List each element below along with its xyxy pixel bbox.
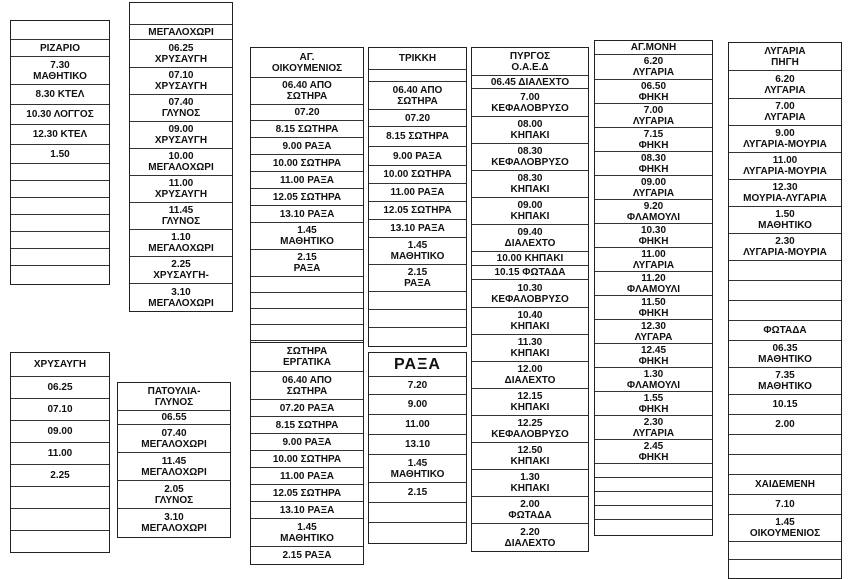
schedule-entry: 12.00 ΔΙΑΛΕΧΤΟ [472, 362, 588, 389]
schedule-entry: 10.40 ΚΗΠΑΚΙ [472, 308, 588, 335]
empty-cell [369, 503, 466, 523]
empty-cell [11, 21, 109, 40]
schedule-column-lygaria [728, 42, 842, 579]
empty-cell [251, 309, 363, 325]
schedule-entry: 08.00 ΚΗΠΑΚΙ [472, 117, 588, 144]
schedule-entry: 9.00 ΛΥΓΑΡΙΑ-ΜΟΥΡΙΑ [729, 126, 841, 153]
schedule-entry: 10.00 ΣΩΤΗΡΑ [251, 155, 363, 172]
schedule-column-raxa [368, 352, 467, 544]
empty-cell [11, 215, 109, 232]
schedule-entry: 06.35 ΜΑΘΗΤΙΚΟ [729, 341, 841, 368]
empty-cell [251, 277, 363, 293]
schedule-entry: 07.40 ΜΕΓΑΛΟΧΩΡΙ [118, 425, 230, 453]
column-header: ΑΓ. ΟΙΚΟΥΜΕΝΙΟΣ [251, 48, 363, 78]
empty-cell [11, 249, 109, 266]
schedule-entry: 9.00 ΡΑΞΑ [251, 434, 363, 451]
schedule-entry: 11.45 ΜΕΓΑΛΟΧΩΡΙ [118, 453, 230, 481]
empty-cell [369, 292, 466, 310]
empty-cell [369, 310, 466, 328]
schedule-entry: 1.45 ΜΑΘΗΤΙΚΟ [251, 223, 363, 250]
schedule-entry: 8.15 ΣΩΤΗΡΑ [369, 127, 466, 147]
column-header: ΤΡΙΚΚΗ [369, 48, 466, 70]
schedule-column-patoulia [117, 382, 231, 538]
schedule-entry: 08.30 ΚΕΦΑΛΟΒΡΥΣΟ [472, 144, 588, 171]
empty-cell [130, 3, 232, 25]
schedule-entry: 11.50 ΦΗΚΗ [595, 296, 712, 320]
schedule-entry: 1.45 ΜΑΘΗΤΙΚΟ [369, 238, 466, 265]
schedule-entry: 12.30 ΜΟΥΡΙΑ-ΛΥΓΑΡΙΑ [729, 180, 841, 207]
empty-cell [729, 455, 841, 475]
empty-cell [369, 523, 466, 543]
schedule-entry: ΡΙΖΑΡΙΟ [11, 40, 109, 57]
empty-cell [11, 198, 109, 215]
schedule-entry: 3.10 ΜΕΓΑΛΟΧΩΡΙ [148, 286, 214, 309]
schedule-entry: 09.00 ΧΡΥΣΑΥΓΗ [130, 122, 232, 149]
schedule-entry: 12.05 ΣΩΤΗΡΑ [251, 485, 363, 502]
schedule-entry: 7.30 ΜΑΘΗΤΙΚΟ [11, 57, 109, 85]
schedule-entry: 06.55 [118, 411, 230, 425]
schedule-entry: 1.45 ΜΑΘΗΤΙΚΟ [251, 519, 363, 547]
empty-cell [729, 261, 841, 281]
schedule-entry: 12.30 ΛΥΓΑΡΑ [595, 320, 712, 344]
schedule-entry: 2.25 [11, 465, 109, 487]
schedule-entry: 10.15 ΦΩΤΑΔΑ [472, 266, 588, 280]
empty-cell [595, 478, 712, 492]
schedule-entry: 3.10 ΜΕΓΑΛΟΧΩΡΙ [141, 512, 207, 534]
schedule-entry: 13.10 ΡΑΞΑ [251, 502, 363, 519]
schedule-entry: 07.20 [369, 110, 466, 127]
schedule-entry: 13.10 [369, 435, 466, 455]
column-header: ΠΥΡΓΟΣ Ο.Α.Ε.Δ [472, 48, 588, 76]
empty-cell [11, 181, 109, 198]
schedule-entry: 2.15 [369, 483, 466, 503]
schedule-entry: 08.30 ΚΗΠΑΚΙ [472, 171, 588, 198]
empty-cell [369, 328, 466, 346]
schedule-column-sotira-ergatika [250, 342, 364, 565]
schedule-entry: 12.05 ΣΩΤΗΡΑ [369, 202, 466, 220]
schedule-entry: 07.20 ΡΑΞΑ [251, 400, 363, 417]
empty-cell [251, 293, 363, 309]
schedule-entry: 07.10 [11, 399, 109, 421]
schedule-entry: 2.15 ΡΑΞΑ [369, 265, 466, 292]
schedule-entry: 09.00 ΚΗΠΑΚΙ [472, 198, 588, 225]
column-header: ΡΑΞΑ [369, 353, 466, 377]
schedule-entry: 09.40 ΔΙΑΛΕΧΤΟ [472, 225, 588, 252]
schedule-entry: 11.00 ΡΑΞΑ [251, 172, 363, 189]
schedule-entry: ΧΑΙΔΕΜΕΝΗ [729, 475, 841, 495]
empty-cell [595, 492, 712, 506]
schedule-entry: 2.45 ΦΗΚΗ [595, 440, 712, 464]
schedule-entry: 06.45 ΔΙΑΛΕΧΤΟ [472, 76, 588, 89]
schedule-entry: 11.30 ΚΗΠΑΚΙ [472, 335, 588, 362]
schedule-entry: 10.00 ΣΩΤΗΡΑ [369, 166, 466, 184]
schedule-entry: 1.50 ΜΑΘΗΤΙΚΟ [729, 207, 841, 234]
schedule-column-megalochori [129, 2, 233, 312]
empty-cell [729, 435, 841, 455]
schedule-entry: 10.00 ΜΕΓΑΛΟΧΩΡΙ [130, 149, 232, 176]
schedule-entry: 1.30 ΚΗΠΑΚΙ [472, 470, 588, 497]
schedule-entry: 07.10 ΧΡΥΣΑΥΓΗ [130, 68, 232, 95]
schedule-entry: 10.00 ΣΩΤΗΡΑ [251, 451, 363, 468]
schedule-entry: 11.00 ΛΥΓΑΡΙΑ-ΜΟΥΡΙΑ [729, 153, 841, 180]
schedule-entry: 11.00 ΡΑΞΑ [369, 184, 466, 202]
schedule-entry: 7.00 ΛΥΓΑΡΙΑ [595, 104, 712, 128]
empty-cell [11, 232, 109, 249]
schedule-entry: 2.30 ΛΥΓΑΡΙΑ [595, 416, 712, 440]
schedule-entry: 11.45 ΓΛΥΝΟΣ [130, 203, 232, 230]
schedule-entry: 13.10 ΡΑΞΑ [369, 220, 466, 238]
schedule-entry: 12.25 ΚΕΦΑΛΟΒΡΥΣΟ [472, 416, 588, 443]
schedule-entry: 2.15 ΡΑΞΑ [282, 550, 332, 561]
schedule-entry: 09.00 ΛΥΓΑΡΙΑ [595, 176, 712, 200]
empty-cell [729, 281, 841, 301]
schedule-entry: 08.30 ΦΗΚΗ [595, 152, 712, 176]
schedule-entry: 11.00 [369, 415, 466, 435]
schedule-entry: 11.00 ΧΡΥΣΑΥΓΗ [130, 176, 232, 203]
schedule-entry: 10.30 ΦΗΚΗ [595, 224, 712, 248]
empty-cell [251, 325, 363, 341]
schedule-entry: 11.00 ΛΥΓΑΡΙΑ [595, 248, 712, 272]
schedule-entry: 6.20 ΛΥΓΑΡΙΑ [729, 71, 841, 99]
empty-cell [11, 509, 109, 531]
empty-cell [11, 266, 109, 284]
schedule-entry: ΜΕΓΑΛΟΧΩΡΙ [130, 25, 232, 40]
empty-cell [729, 542, 841, 560]
schedule-entry: 06.50 ΦΗΚΗ [595, 80, 712, 104]
schedule-entry: 12.45 ΦΗΚΗ [595, 344, 712, 368]
schedule-entry: 7.00 ΛΥΓΑΡΙΑ [729, 99, 841, 126]
schedule-entry: 13.10 ΡΑΞΑ [251, 206, 363, 223]
empty-cell [729, 301, 841, 321]
schedule-column-pyrgos [471, 47, 589, 552]
schedule-entry: 1.55 ΦΗΚΗ [595, 392, 712, 416]
schedule-entry: 2.25 ΧΡΥΣΑΥΓΗ- [130, 257, 232, 284]
schedule-entry: 7.00 ΚΕΦΑΛΟΒΡΥΣΟ [472, 89, 588, 117]
schedule-entry: 2.30 ΛΥΓΑΡΙΑ-ΜΟΥΡΙΑ [729, 234, 841, 261]
schedule-entry: 10.00 ΚΗΠΑΚΙ [472, 252, 588, 266]
schedule-entry: 12.15 ΚΗΠΑΚΙ [472, 389, 588, 416]
schedule-entry: 11.20 ΦΛΑΜΟΥΛΙ [595, 272, 712, 296]
schedule-entry: 11.00 [11, 443, 109, 465]
empty-cell [595, 506, 712, 520]
empty-cell [729, 560, 841, 578]
column-header: ΑΓ.ΜΟΝΗ [595, 41, 712, 55]
schedule-entry: 06.40 ΑΠΟ ΣΩΤΗΡΑ [369, 82, 466, 110]
schedule-entry: 12.05 ΣΩΤΗΡΑ [251, 189, 363, 206]
schedule-entry: 6.20 ΛΥΓΑΡΙΑ [595, 55, 712, 80]
empty-cell [11, 531, 109, 552]
schedule-entry: 06.40 ΑΠΟ ΣΩΤΗΡΑ [251, 372, 363, 400]
empty-cell [369, 70, 466, 82]
schedule-entry: ΦΩΤΑΔΑ [729, 321, 841, 341]
empty-cell [11, 164, 109, 181]
schedule-entry: 1.45 ΜΑΘΗΤΙΚΟ [369, 455, 466, 483]
schedule-entry: 8.15 ΣΩΤΗΡΑ [251, 121, 363, 138]
schedule-column-chrysavgi [10, 352, 110, 553]
schedule-entry: 2.00 ΦΩΤΑΔΑ [472, 497, 588, 524]
schedule-entry: 9.00 ΡΑΞΑ [369, 147, 466, 166]
column-header: ΠΑΤΟΥΛΙΑ- ΓΛΥΝΟΣ [118, 383, 230, 411]
schedule-entry: 8.15 ΣΩΤΗΡΑ [251, 417, 363, 434]
schedule-entry: 09.00 [11, 421, 109, 443]
schedule-entry: 7.20 [369, 377, 466, 395]
schedule-entry: 06.25 ΧΡΥΣΑΥΓΗ [130, 40, 232, 68]
schedule-entry: 2.15 ΡΑΞΑ [251, 250, 363, 277]
empty-cell [595, 520, 712, 535]
schedule-entry: 9.00 [369, 395, 466, 415]
schedule-entry: 07.20 [251, 105, 363, 121]
schedule-entry: 11.00 ΡΑΞΑ [251, 468, 363, 485]
schedule-column-ag-oikoumenios [250, 47, 364, 358]
schedule-entry: 1.30 ΦΛΑΜΟΥΛΙ [595, 368, 712, 392]
schedule-column-trikki [368, 47, 467, 347]
schedule-entry: 12.30 ΚΤΕΛ [11, 125, 109, 145]
schedule-entry: 2.20 ΔΙΑΛΕΧΤΟ [504, 526, 556, 549]
schedule-entry: 06.25 [11, 377, 109, 399]
empty-cell [595, 464, 712, 478]
schedule-entry: 06.40 ΑΠΟ ΣΩΤΗΡΑ [251, 78, 363, 105]
schedule-entry: 9.20 ΦΛΑΜΟΥΛΙ [595, 200, 712, 224]
schedule-column-rizario [10, 20, 110, 285]
schedule-entry: 1.50 [11, 145, 109, 164]
schedule-entry: 7.15 ΦΗΚΗ [595, 128, 712, 152]
schedule-entry: 2.05 ΓΛΥΝΟΣ [118, 481, 230, 509]
column-header: ΣΩΤΗΡΑ ΕΡΓΑΤΙΚΑ [251, 343, 363, 372]
schedule-entry: 9.00 ΡΑΞΑ [251, 138, 363, 155]
column-header: ΧΡΥΣΑΥΓΗ [11, 353, 109, 377]
schedule-entry: 1.10 ΜΕΓΑΛΟΧΩΡΙ [130, 230, 232, 257]
schedule-entry: 8.30 ΚΤΕΛ [11, 85, 109, 105]
schedule-entry: 10.15 [729, 395, 841, 415]
schedule-entry: 10.30 ΛΟΓΓΟΣ [11, 105, 109, 125]
schedule-column-ag-moni [594, 40, 713, 536]
schedule-entry: 1.45 ΟΙΚΟΥΜΕΝΙΟΣ [729, 515, 841, 542]
empty-cell [11, 487, 109, 509]
schedule-entry: 7.35 ΜΑΘΗΤΙΚΟ [729, 368, 841, 395]
schedule-entry: 12.50 ΚΗΠΑΚΙ [472, 443, 588, 470]
schedule-entry: 07.40 ΓΛΥΝΟΣ [130, 95, 232, 122]
column-header: ΛΥΓΑΡΙΑ ΠΗΓΗ [729, 43, 841, 71]
schedule-entry: 2.00 [729, 415, 841, 435]
schedule-entry: 10.30 ΚΕΦΑΛΟΒΡΥΣΟ [472, 280, 588, 308]
schedule-entry: 7.10 [729, 495, 841, 515]
